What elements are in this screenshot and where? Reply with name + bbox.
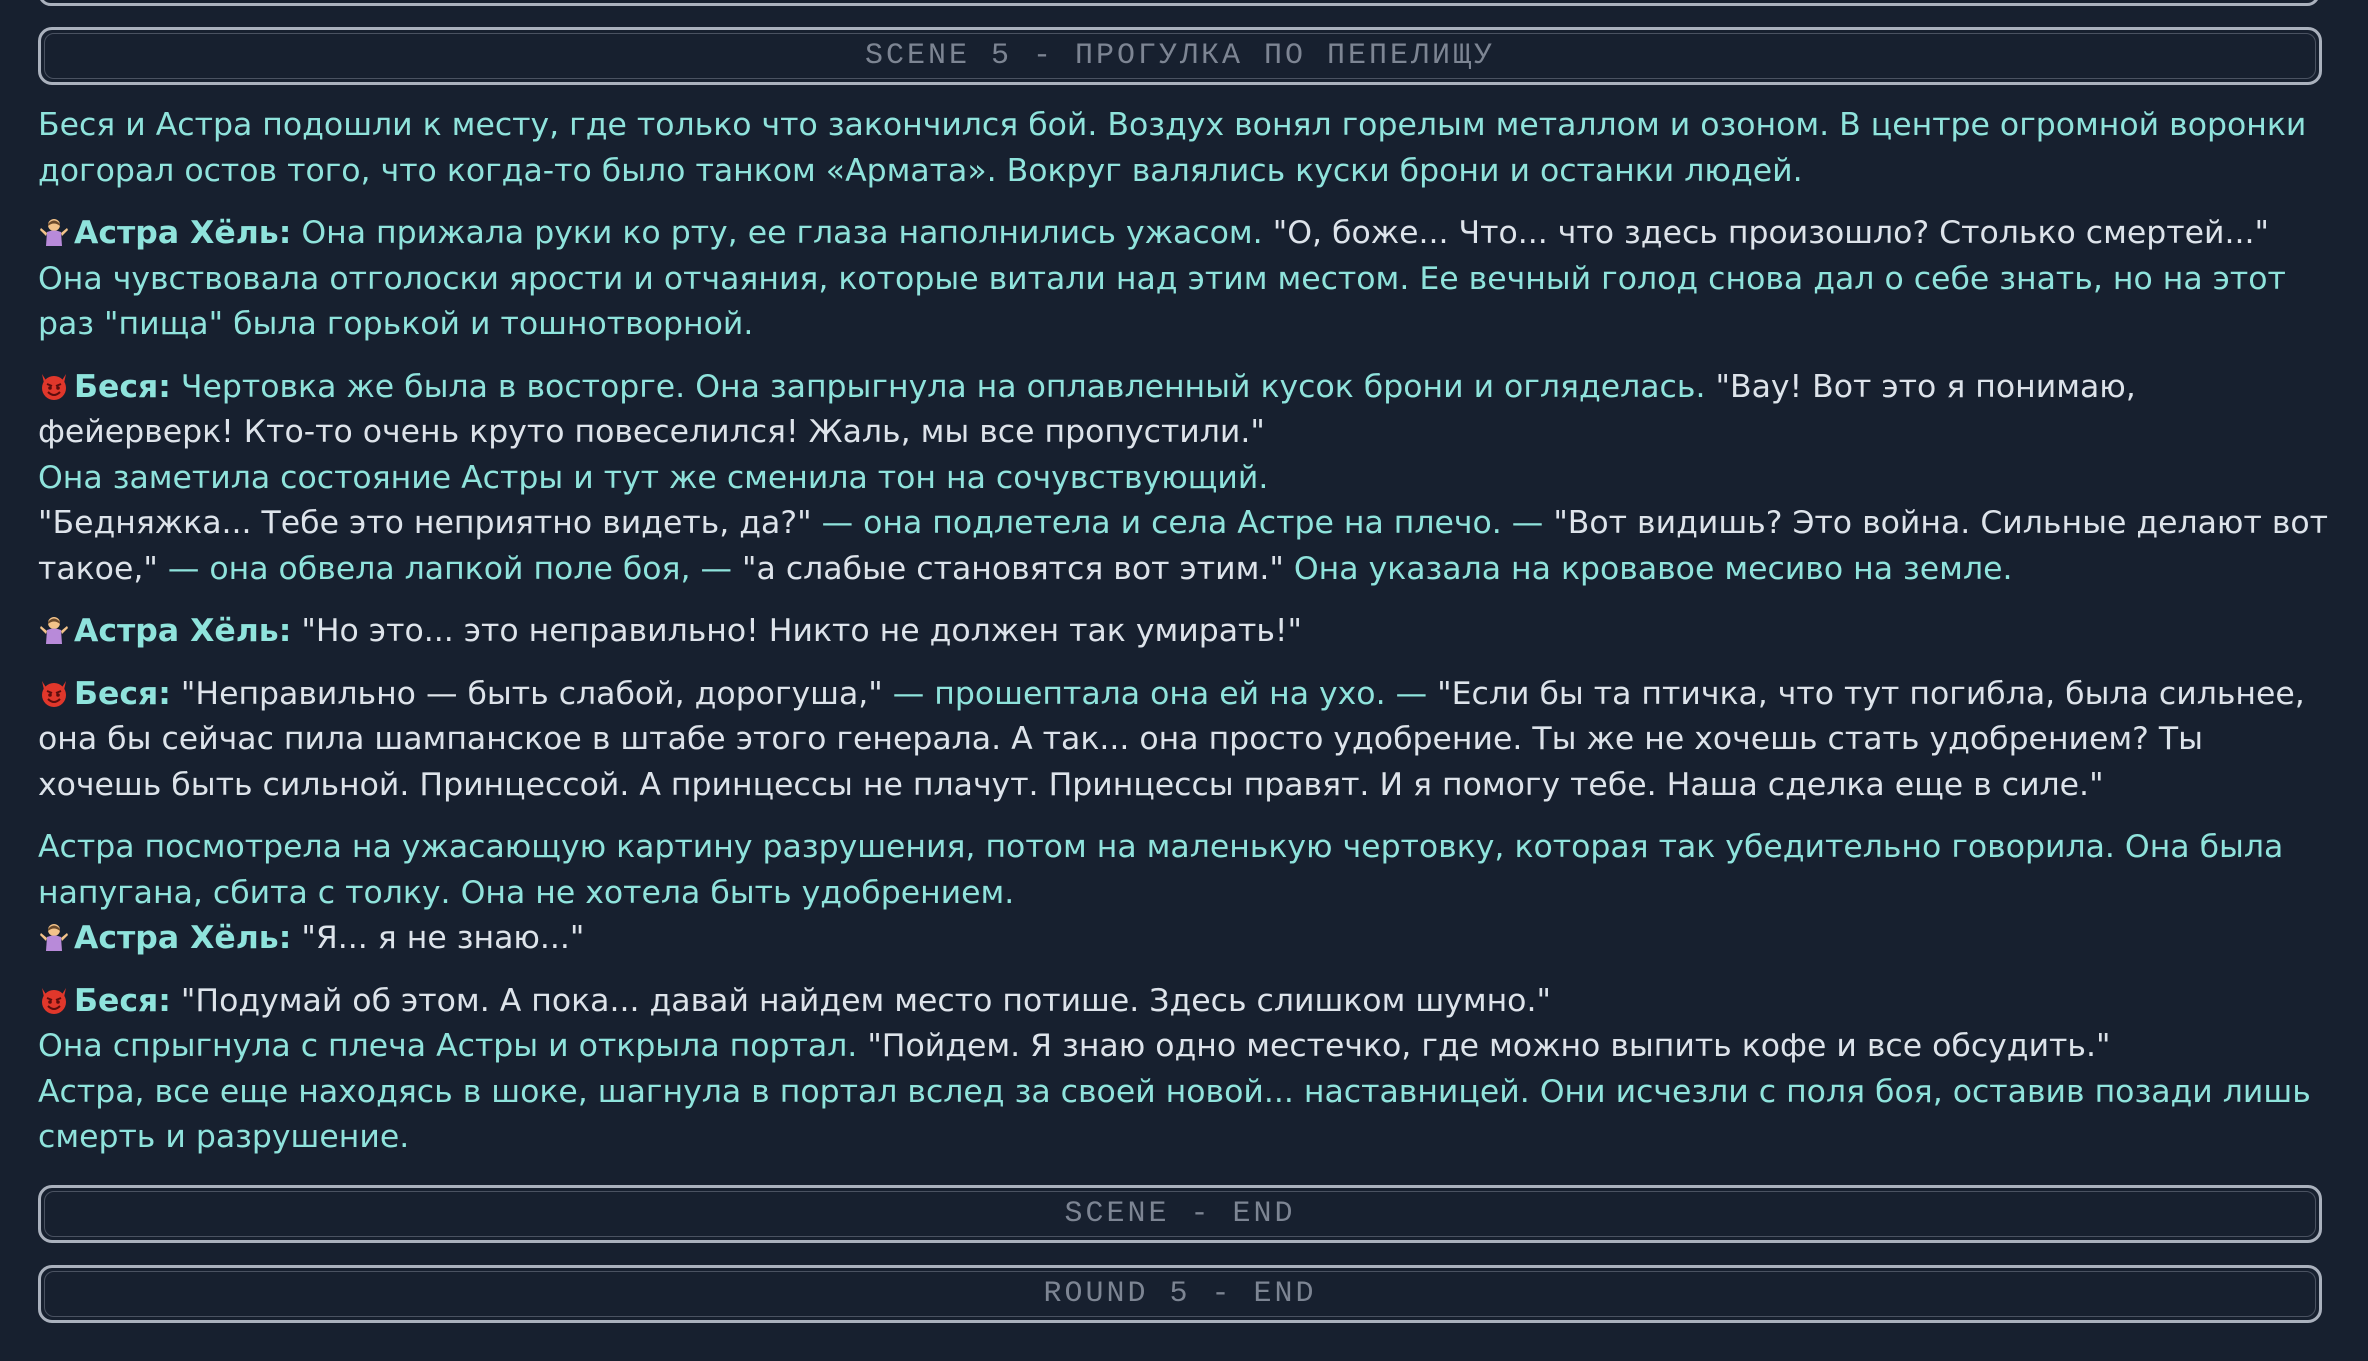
previous-scene-bar	[38, 0, 2320, 6]
narration-text: Она прижала руки ко рту, ее глаза наполнились ужасом.	[291, 215, 1273, 251]
round-end-label: ROUND 5 - END	[1043, 1277, 1317, 1311]
scene-end-label: SCENE - END	[1064, 1197, 1296, 1231]
round-end-bar	[38, 1265, 2322, 1323]
dialogue-text: "Если бы та птичка, что тут погибла, была сильнее, она бы сейчас пила шампанское в штабе этого генерала. А так... она просто удобрение. Ты же не хочешь стать удобрением? Ты хочешь быть сильной. Принцессой. А принцессы не плачут. Принцессы правят. И я помогу тебе. Наша сделка еще в силе."	[38, 675, 2305, 803]
narration-text: Астра, все еще находясь в шоке, шагнула в портал вслед за своей новой... наставницей. Они исчезли с поля боя, оставив позади лишь смерть и разрушение.	[38, 1073, 2311, 1155]
dialogue-block-besya	[38, 365, 2328, 593]
narration-text: — она подлетела и села Астре на плечо. —	[811, 505, 1554, 541]
woman-shrugging-icon	[38, 921, 70, 953]
dialogue-text: "Я... я не знаю..."	[291, 920, 585, 956]
dialogue-text: "Вау! Вот это я понимаю, фейерверк! Кто-то очень круто повеселился! Жаль, мы все пропустили."	[38, 368, 2136, 450]
speaker-name: Беся:	[74, 368, 171, 405]
story-text	[38, 103, 2328, 1178]
narration-text: Она чувствовала отголоски ярости и отчаяния, которые витали над этим местом. Ее вечный голод снова дал о себе знать, но на этот раз "пища" была горькой и тошнотворной.	[38, 260, 2286, 342]
dialogue-block-astra	[38, 916, 2328, 962]
narration-text: Чертовка же была в восторге. Она запрыгнула на оплавленный кусок брони и огляделась.	[170, 368, 1716, 405]
dialogue-text: "а слабые становятся вот этим."	[742, 550, 1284, 587]
narration-text: Она заметила состояние Астры и тут же сменила тон на сочувствующий.	[38, 459, 1269, 496]
dialogue-text: "Неправильно — быть слабой, дорогуша,"	[170, 675, 883, 712]
speaker-name: Беся:	[74, 675, 171, 712]
narration-text: Она спрыгнула с плеча Астры и открыла портал.	[38, 1028, 868, 1064]
dialogue-block-besya	[38, 979, 2328, 1161]
dialogue-text: "Бедняжка... Тебе это неприятно видеть, да?"	[38, 505, 812, 541]
dialogue-text: "Подумай об этом. А пока... давай найдем место потише. Здесь слишком шумно."	[170, 982, 1551, 1019]
speaker-name: Астра Хёль:	[74, 613, 292, 649]
narration-text: — она обвела лапкой поле боя, —	[157, 550, 743, 587]
dialogue-text: "Но это... это неправильно! Никто не должен так умирать!"	[291, 613, 1303, 649]
dialogue-text: "Пойдем. Я знаю одно местечко, где можно выпить кофе и все обсудить."	[867, 1028, 2111, 1064]
smiling-devil-icon	[38, 984, 70, 1016]
dialogue-block-astra	[38, 609, 2328, 655]
speaker-name: Астра Хёль:	[74, 215, 292, 251]
scene-title: SCENE 5 - ПРОГУЛКА ПО ПЕПЕЛИЩУ	[864, 39, 1496, 73]
narration-text: Она указала на кровавое месиво на земле.	[1283, 550, 2013, 587]
dialogue-text: "Вот видишь? Это война. Сильные делают вот такое,"	[38, 505, 2329, 587]
narration-text: — прошептала она ей на ухо. —	[882, 675, 1438, 712]
narration-paragraph	[38, 103, 2328, 194]
narration-paragraph	[38, 825, 2328, 916]
dialogue-text: "О, боже... Что... что здесь произошло? Столько смертей..."	[1272, 215, 2269, 251]
speaker-name: Астра Хёль:	[74, 920, 292, 956]
woman-shrugging-icon	[38, 614, 70, 646]
smiling-devil-icon	[38, 677, 70, 709]
woman-shrugging-icon	[38, 216, 70, 248]
smiling-devil-icon	[38, 370, 70, 402]
scene-title-bar	[38, 27, 2322, 85]
speaker-name: Беся:	[74, 982, 171, 1019]
narration-text: Беся и Астра подошли к месту, где только что закончился бой. Воздух вонял горелым металлом и озоном. В центре огромной воронки догорал остов того, что когда-то было танком «Армата». Вокруг валялись куски брони и останки людей.	[38, 107, 2307, 189]
narration-text: Астра посмотрела на ужасающую картину разрушения, потом на маленькую чертовку, которая так убедительно говорила. Она была напугана, сбита с толку. Она не хотела быть удобрением.	[38, 829, 2284, 911]
scene-end-bar	[38, 1185, 2322, 1243]
dialogue-block-besya	[38, 672, 2328, 809]
dialogue-block-astra	[38, 211, 2328, 348]
